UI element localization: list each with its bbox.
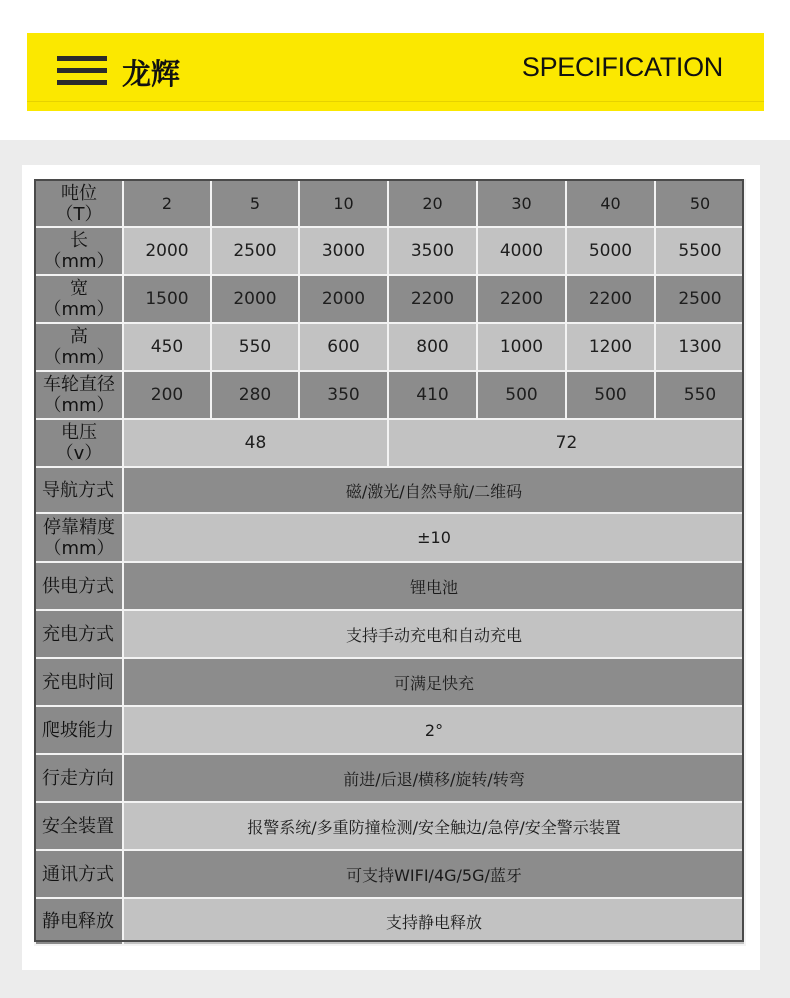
row-climb (35, 706, 745, 754)
table-cell: 2500 (211, 227, 299, 275)
spec-table (34, 179, 746, 946)
row-label: 静电释放 (35, 898, 123, 945)
row-navigation (35, 467, 745, 513)
table-cell: 2000 (211, 275, 299, 323)
row-label: 吨位 （T） (35, 180, 123, 227)
table-cell: 可满足快充 (123, 658, 745, 706)
menu-stripes-icon (57, 56, 107, 85)
row-label: 供电方式 (35, 562, 123, 610)
table-cell: 72 (388, 419, 745, 467)
table-cell: 500 (566, 371, 655, 419)
table-cell: 2200 (388, 275, 477, 323)
banner-divider (27, 101, 764, 102)
table-cell: 20 (388, 180, 477, 227)
row-label: 导航方式 (35, 467, 123, 513)
row-length (35, 227, 745, 275)
row-label: 充电时间 (35, 658, 123, 706)
row-label: 通讯方式 (35, 850, 123, 898)
table-cell: 600 (299, 323, 388, 371)
row-label: 高 （mm） (35, 323, 123, 371)
table-cell: 1000 (477, 323, 566, 371)
table-cell: 1200 (566, 323, 655, 371)
table-cell: 锂电池 (123, 562, 745, 610)
row-label: 车轮直径 （mm） (35, 371, 123, 419)
table-cell: 2200 (566, 275, 655, 323)
table-cell: 48 (123, 419, 388, 467)
table-cell: 4000 (477, 227, 566, 275)
row-charge-mode (35, 610, 745, 658)
row-wheel-diameter (35, 371, 745, 419)
row-width (35, 275, 745, 323)
table-cell: 2° (123, 706, 745, 754)
table-cell: 3500 (388, 227, 477, 275)
row-label: 停靠精度 （mm） (35, 513, 123, 562)
table-cell: 500 (477, 371, 566, 419)
table-cell: ±10 (123, 513, 745, 562)
table-cell: 1500 (123, 275, 211, 323)
row-charge-time (35, 658, 745, 706)
table-cell: 2000 (299, 275, 388, 323)
row-label: 充电方式 (35, 610, 123, 658)
row-voltage (35, 419, 745, 467)
table-cell: 2 (123, 180, 211, 227)
table-cell: 1300 (655, 323, 745, 371)
table-cell: 2200 (477, 275, 566, 323)
table-cell: 报警系统/多重防撞检测/安全触边/急停/安全警示装置 (123, 802, 745, 850)
table-cell: 2500 (655, 275, 745, 323)
table-cell: 450 (123, 323, 211, 371)
spec-card (22, 165, 760, 970)
row-direction (35, 754, 745, 802)
table-cell: 350 (299, 371, 388, 419)
page-title: SPECIFICATION (521, 52, 723, 82)
row-communication (35, 850, 745, 898)
table-cell: 前进/后退/横移/旋转/转弯 (123, 754, 745, 802)
spec-panel (0, 140, 790, 998)
table-cell: 2000 (123, 227, 211, 275)
table-cell: 支持静电释放 (123, 898, 745, 945)
row-tonnage (35, 180, 745, 227)
table-cell: 可支持WIFI/4G/5G/蓝牙 (123, 850, 745, 898)
row-safety (35, 802, 745, 850)
table-cell: 800 (388, 323, 477, 371)
table-cell: 410 (388, 371, 477, 419)
row-label: 行走方向 (35, 754, 123, 802)
row-precision (35, 513, 745, 562)
table-cell: 磁/激光/自然导航/二维码 (123, 467, 745, 513)
table-cell: 280 (211, 371, 299, 419)
table-cell: 50 (655, 180, 745, 227)
table-cell: 30 (477, 180, 566, 227)
table-cell: 40 (566, 180, 655, 227)
row-label: 宽 （mm） (35, 275, 123, 323)
table-cell: 200 (123, 371, 211, 419)
brand-name: 龙辉 (122, 57, 181, 91)
row-height (35, 323, 745, 371)
row-label: 爬坡能力 (35, 706, 123, 754)
row-label: 安全装置 (35, 802, 123, 850)
table-cell: 3000 (299, 227, 388, 275)
row-power (35, 562, 745, 610)
table-cell: 支持手动充电和自动充电 (123, 610, 745, 658)
table-cell: 550 (211, 323, 299, 371)
row-static-release (35, 898, 745, 945)
table-cell: 5500 (655, 227, 745, 275)
table-cell: 550 (655, 371, 745, 419)
table-cell: 10 (299, 180, 388, 227)
table-cell: 5 (211, 180, 299, 227)
table-cell: 5000 (566, 227, 655, 275)
row-label: 电压 （v） (35, 419, 123, 467)
row-label: 长 （mm） (35, 227, 123, 275)
header-banner (27, 33, 764, 111)
